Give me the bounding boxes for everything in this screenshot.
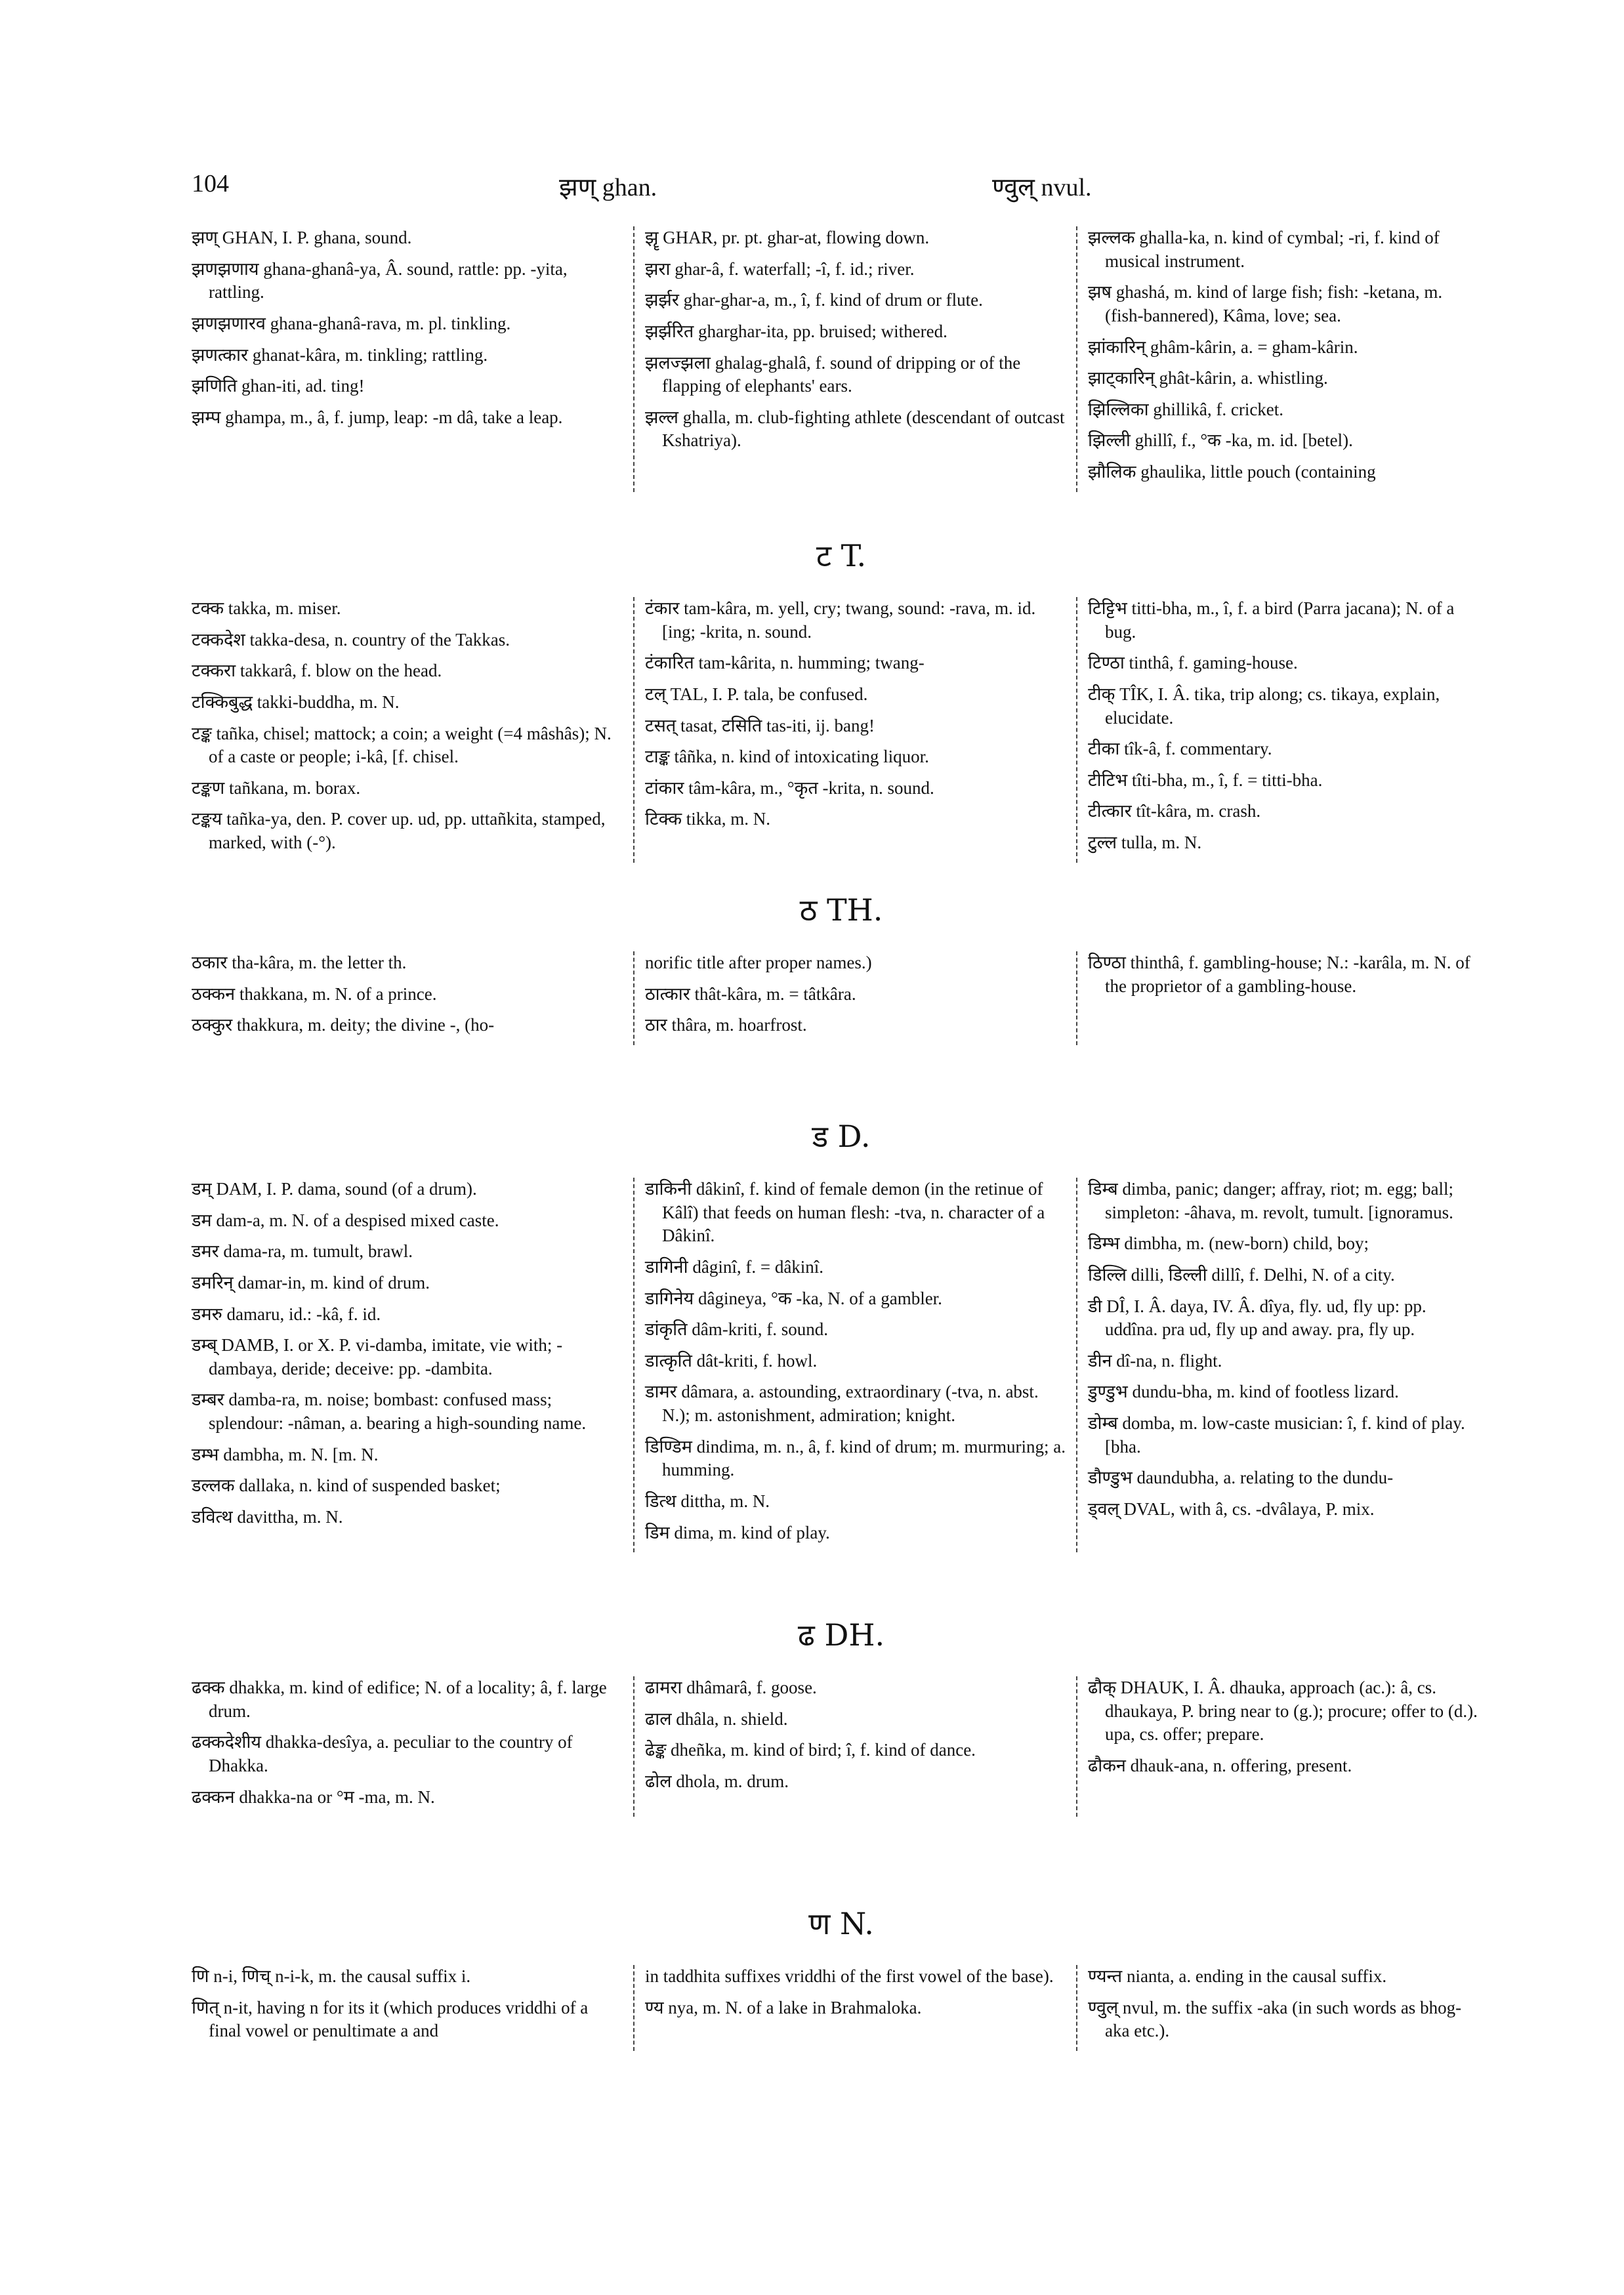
dictionary-entry: डौण्डुभ daundubha, a. relating to the dundu- [1088,1468,1394,1488]
dictionary-entry: डित्थ dittha, m. N. [645,1491,770,1511]
dictionary-entry: ण्य nya, m. N. of a lake in Brahmaloka. [645,1997,922,2017]
column [192,226,635,492]
dictionary-entry: टङ्कय tañka-ya, den. P. cover up. ud, pp. uttañkita, stamped, marked, with (-°). [192,809,606,852]
page-header [192,169,1491,209]
dictionary-entry: टक्करा takkarâ, f. blow on the head. [192,661,442,681]
dictionary-entry: ठक्कुर thakkura, m. deity; the divine -, (ho- [192,1015,495,1035]
dictionary-entry: ढेङ्क dheñka, m. kind of bird; î, f. kind of dance. [645,1740,976,1760]
dictionary-entry: डामर dâmara, a. astounding, extraordinary (-tva, n. abst. N.); m. astonishment, admiration; knight. [645,1382,1039,1425]
dictionary-section [192,1115,1491,1552]
dictionary-entry: in taddhita suffixes vriddhi of the first vowel of the base). [645,1966,1054,1986]
section-heading: ड D. [812,1119,871,1154]
dictionary-entry: डिम्ब dimba, panic; danger; affray, riot; m. egg; ball; simpleton: -âhava, m. revolt, tumult. [ignoramus. [1088,1179,1453,1222]
column [635,597,1077,863]
dictionary-entry: ठक्कन thakkana, m. N. of a prince. [192,983,437,1004]
dictionary-entry: डोम्ब domba, m. low-caste musician: î, f. kind of play. [bha. [1088,1413,1465,1457]
dictionary-entry: डमरिन् damar-in, m. kind of drum. [192,1272,430,1292]
dictionary-section [192,535,1491,863]
page-number: 104 [192,170,229,197]
column [1077,951,1491,1045]
dictionary-entry: झलज्झला ghalag-ghalâ, f. sound of dripping or of the flapping of elephants' ears. [645,352,1021,396]
column [192,1965,635,2051]
dictionary-entry: झणिति ghan-iti, ad. ting! [192,376,365,396]
dictionary-entry: झणझणाय ghana-ghanâ-ya, Â. sound, rattle: pp. -yita, rattling. [192,258,568,302]
dictionary-entry: णि n-i, णिच् n-i-k, m. the causal suffix i. [192,1966,471,1986]
dictionary-entry: णित् n-it, having n for its it (which produces vriddhi of a final vowel or penultimate a and [192,1997,589,2041]
section-columns [192,1676,1491,1817]
dictionary-entry: डाकिनी dâkinî, f. kind of female demon (in the retinue of Kâlî) that feeds on human flesh: -tva, n. character of a Dâkinî. [645,1179,1045,1246]
dictionary-entry: डवित्थ davittha, m. N. [192,1506,343,1527]
section-heading: ढ DH. [797,1617,885,1653]
dictionary-entry: डागिनेय dâgineya, °क -ka, N. of a gambler. [645,1288,942,1308]
dictionary-entry: झणझणारव ghana-ghanâ-rava, m. pl. tinkling. [192,313,511,333]
section-heading: ण N. [808,1906,874,1941]
column [192,1676,635,1817]
dictionary-entry: डम्ब् DAMB, I. or X. P. vi-damba, imitate, vie with; -dambaya, deride; deceive: pp. -dambita. [192,1335,563,1378]
dictionary-entry: झल्ल ghalla, m. club-fighting athlete (descendant of outcast Kshatriya). [645,407,1065,451]
column [635,951,1077,1045]
dictionary-entry: झणत्कार ghanat-kâra, m. tinkling; rattling. [192,344,488,365]
column [1077,226,1491,492]
dictionary-entry: टीत्कार tît-kâra, m. crash. [1088,801,1261,821]
dictionary-entry: झॄ GHAR, pr. pt. ghar-at, flowing down. [645,228,930,247]
dictionary-entry: टुल्ल tulla, m. N. [1088,833,1202,852]
dictionary-entry: डम dam-a, m. N. of a despised mixed caste. [192,1210,499,1230]
dictionary-entry: डमरु damaru, id.: -kâ, f. id. [192,1304,381,1324]
dictionary-entry: डम्बर damba-ra, m. noise; bombast: confused mass; splendour: -nâman, a. bearing a high-sounding name. [192,1390,587,1433]
dictionary-entry: टल् TAL, I. P. tala, be confused. [645,684,868,704]
section-columns [192,226,1491,492]
column [192,951,635,1045]
dictionary-entry: झम्प ghampa, m., â, f. jump, leap: -m dâ, take a leap. [192,407,563,427]
section-columns [192,1965,1491,2051]
dictionary-entry: डिम्भ dimbha, m. (new-born) child, boy; [1088,1233,1369,1254]
dictionary-entry: टङ्कण tañkana, m. borax. [192,777,361,798]
dictionary-entry: टाङ्क tâñka, n. kind of intoxicating liquor. [645,747,929,767]
column [635,1676,1077,1817]
column [1077,1676,1491,1817]
dictionary-entry: norific title after proper names.) [645,953,872,972]
dictionary-entry: झौलिक ghaulika, little pouch (containing [1088,462,1376,482]
dictionary-entry: ढौक् DHAUK, I. Â. dhauka, approach (ac.): â, cs. dhaukaya, P. bring near to (g.); procure; offer to (d.). upa, cs. offer; prepare. [1088,1678,1478,1745]
column [192,597,635,863]
section-columns [192,1178,1491,1552]
dictionary-entry: डीन dî-na, n. flight. [1088,1350,1222,1371]
section-columns [192,597,1491,863]
dictionary-entry: टङ्क tañka, chisel; mattock; a coin; a weight (=4 mâshâs); N. of a caste or people; i-kâ, [f. chisel. [192,723,612,767]
dictionary-entry: ढामरा dhâmarâ, f. goose. [645,1678,817,1697]
dictionary-entry: डागिनी dâginî, f. = dâkinî. [645,1256,824,1277]
dictionary-section [192,1614,1491,1817]
dictionary-entry: ड्वल् DVAL, with â, cs. -dvâlaya, P. mix. [1088,1499,1375,1519]
column [1077,1965,1491,2051]
column [635,1965,1077,2051]
column [635,226,1077,492]
dictionary-entry: ठात्कार thât-kâra, m. = tâtkâra. [645,983,856,1004]
dictionary-section [192,226,1491,492]
dictionary-entry: झरा ghar-â, f. waterfall; -î, f. id.; river. [645,258,915,279]
dictionary-entry: ढक्कन dhakka-na or °म -ma, m. N. [192,1787,435,1807]
dictionary-entry: ढाल dhâla, n. shield. [645,1708,788,1729]
column [1077,597,1491,863]
dictionary-entry: ढक्क dhakka, m. kind of edifice; N. of a locality; â, f. large drum. [192,1678,607,1721]
column [1077,1178,1491,1552]
dictionary-entry: झष ghashá, m. kind of large fish; fish: -ketana, m. (fish-bannered), Kâma, love; sea. [1088,282,1443,325]
dictionary-entry: टांकार tâm-kâra, m., °कृत -krita, n. sound. [645,777,934,798]
dictionary-entry: टक्क takka, m. miser. [192,598,341,618]
dictionary-entry: टीक् TÎK, I. Â. tika, trip along; cs. tikaya, explain, elucidate. [1088,684,1440,728]
dictionary-entry: डात्कृति dât-kriti, f. howl. [645,1350,818,1371]
dictionary-entry: टंकार tam-kâra, m. yell, cry; twang, sound: -rava, m. id. [ing; -krita, n. sound. [645,598,1036,642]
section-heading: ठ TH. [799,892,883,928]
dictionary-entry: ढौकन dhauk-ana, n. offering, present. [1088,1755,1352,1775]
dictionary-entry: टिण्ठा tinthâ, f. gaming-house. [1088,653,1298,673]
dictionary-entry: ण्यन्त nianta, a. ending in the causal suffix. [1088,1966,1387,1986]
dictionary-entry: टसत् tasat, टसिति tas-iti, ij. bang! [645,715,875,735]
dictionary-entry: झर्झरित gharghar-ita, pp. bruised; withered. [645,321,947,341]
dictionary-entry: डिल्लि dilli, डिल्ली dillî, f. Delhi, N. of a city. [1088,1264,1395,1285]
dictionary-entry: डुण्डुभ dundu-bha, m. kind of footless lizard. [1088,1382,1399,1402]
dictionary-entry: झर्झर ghar-ghar-a, m., î, f. kind of drum or flute. [645,290,983,310]
left-running-head: झण् ghan. [559,174,657,201]
dictionary-entry: झण् GHAN, I. P. ghana, sound. [192,228,412,247]
dictionary-entry: टक्किबुद्ध takki-buddha, m. N. [192,692,400,712]
dictionary-entry: ण्वुल् nvul, m. the suffix -aka (in such words as bhog-aka etc.). [1088,1997,1462,2041]
right-running-head: ण्वुल् nvul. [992,174,1092,201]
dictionary-entry: झांकारिन् ghâm-kârin, a. = gham-kârin. [1088,337,1358,357]
dictionary-entry: डी DÎ, I. Â. daya, IV. Â. dîya, fly. ud, fly up: pp. uddîna. pra ud, fly up and away. pra, fly up. [1088,1296,1426,1340]
dictionary-entry: टीटिभ tîti-bha, m., î, f. = titti-bha. [1088,770,1323,790]
dictionary-entry: ठकार tha-kâra, m. the letter th. [192,953,407,972]
dictionary-section [192,889,1491,1045]
dictionary-entry: ठार thâra, m. hoarfrost. [645,1015,807,1035]
dictionary-entry: ढोल dhola, m. drum. [645,1771,789,1791]
column [635,1178,1077,1552]
dictionary-entry: डिण्डिम dindima, m. n., â, f. kind of drum; m. murmuring; a. humming. [645,1436,1066,1480]
dictionary-entry: झिल्लिका ghillikâ, f. cricket. [1088,399,1284,419]
dictionary-entry: डिम dima, m. kind of play. [645,1522,830,1542]
dictionary-entry: डम्भ dambha, m. N. [m. N. [192,1444,379,1464]
column [192,1178,635,1552]
dictionary-entry: टक्कदेश takka-desa, n. country of the Takkas. [192,629,510,650]
dictionary-entry: डांकृति dâm-kriti, f. sound. [645,1319,829,1340]
dictionary-entry: झल्लक ghalla-ka, n. kind of cymbal; -ri, f. kind of musical instrument. [1088,228,1440,271]
dictionary-entry: डमर dama-ra, m. tumult, brawl. [192,1241,413,1262]
dictionary-entry: डल्लक dallaka, n. kind of suspended basket; [192,1476,501,1496]
dictionary-entry: टीका tîk-â, f. commentary. [1088,739,1272,759]
dictionary-entry: झिल्ली ghillî, f., °क -ka, m. id. [betel). [1088,430,1353,451]
section-columns [192,951,1491,1045]
dictionary-entry: ढक्कदेशीय dhakka-desîya, a. peculiar to the country of Dhakka. [192,1732,573,1775]
dictionary-entry: ठिण्ठा thinthâ, f. gambling-house; N.: -karâla, m. N. of the proprietor of a gambling-house. [1088,953,1470,996]
dictionary-entry: डम् DAM, I. P. dama, sound (of a drum). [192,1179,477,1199]
dictionary-entry: झाट्कारिन् ghât-kârin, a. whistling. [1088,368,1328,388]
dictionary-entry: टंकारित tam-kârita, n. humming; twang- [645,653,925,673]
section-heading: ट T. [816,538,867,573]
dictionary-section [192,1903,1491,2051]
dictionary-entry: टिक्क tikka, m. N. [645,809,771,829]
dictionary-entry: टिट्टिभ titti-bha, m., î, f. a bird (Parra jacana); N. of a bug. [1088,598,1455,642]
